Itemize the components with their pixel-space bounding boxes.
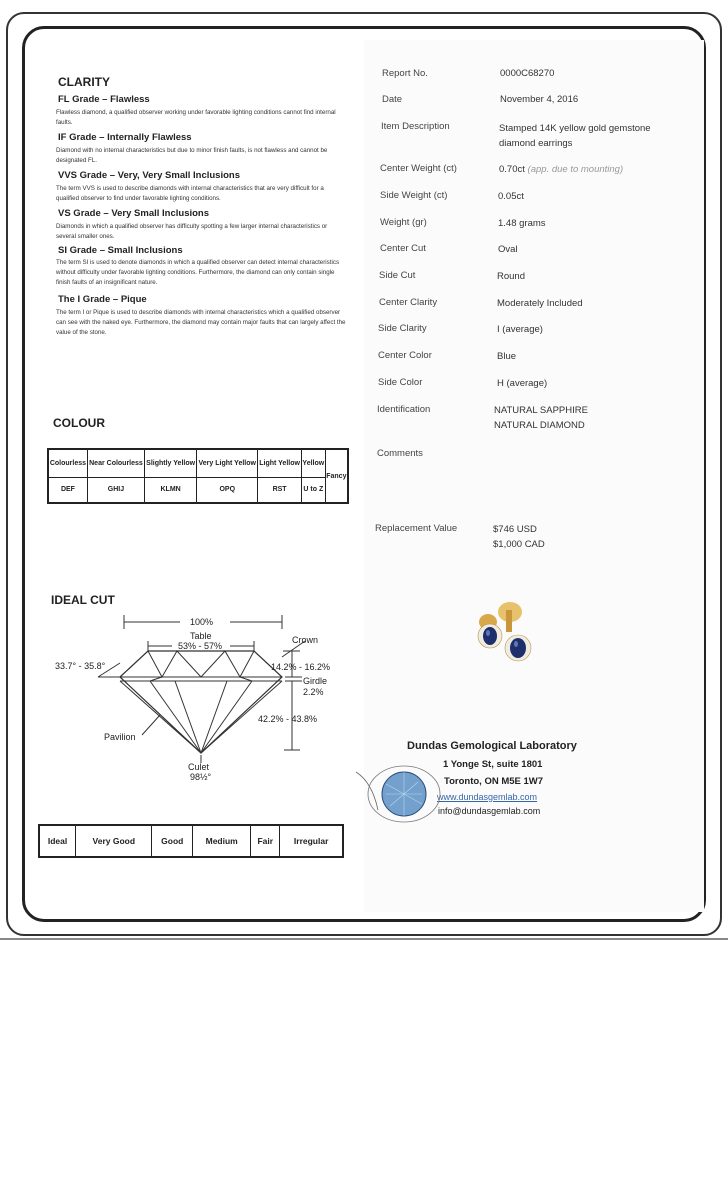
cut-scale-table — [38, 824, 344, 858]
cut-ideal: Ideal — [39, 825, 76, 857]
side-cut-label: Side Cut — [379, 270, 416, 281]
colour-code-rst: RST — [258, 477, 302, 503]
clarity-heading: CLARITY — [58, 75, 110, 89]
lab-email: info@dundasgemlab.com — [438, 806, 541, 816]
item-description-value: Stamped 14K yellow gold gemstone diamond earrings — [499, 123, 651, 149]
colour-code-u-to-z: U to Z — [301, 477, 325, 503]
center-clarity-label: Center Clarity — [379, 297, 438, 308]
cut-irregular: Irregular — [280, 825, 343, 857]
colour-code-klmn: KLMN — [145, 477, 197, 503]
cut-fair: Fair — [251, 825, 280, 857]
center-color-label: Center Color — [378, 350, 432, 361]
lab-name: Dundas Gemological Laboratory — [407, 740, 577, 752]
crown-label: Crown — [292, 635, 319, 645]
girdle-value-label: 2.2% — [303, 687, 324, 697]
grade-si-title: SI Grade – Small Inclusions — [58, 245, 183, 256]
date-label: Date — [382, 94, 403, 105]
cut-medium: Medium — [193, 825, 251, 857]
grade-i-desc: The term I or Pique is used to describe diamonds with internal characteristics which a qualified observer can see with the naked eye. Furthermore, the diamond may contain major faults that can largely affect the value of the stone. — [56, 309, 346, 336]
girdle-label: Girdle — [303, 676, 328, 686]
center-cut-label: Center Cut — [380, 243, 426, 254]
colour-scale-table — [47, 448, 349, 504]
side-cut-value: Round — [497, 271, 525, 282]
grade-vs-title: VS Grade – Very Small Inclusions — [58, 208, 210, 219]
item-description-label: Item Description — [381, 121, 450, 132]
center-weight-note: (app. due to mounting) — [527, 164, 624, 175]
cut-very-good: Very Good — [76, 825, 152, 857]
lab-city: Toronto, ON M5E 1W7 — [444, 776, 544, 787]
identification-label: Identification — [377, 404, 431, 415]
side-clarity-value: I (average) — [497, 324, 543, 335]
colour-header-near-colourless: Near Colourless — [87, 449, 144, 477]
page-bottom-edge — [0, 938, 728, 940]
weight-gr-label: Weight (gr) — [380, 217, 427, 228]
grade-fl-desc: Flawless diamond, a qualified observer working under favorable lighting conditions cannot find internal faults. — [56, 109, 336, 126]
lab-website-text[interactable]: www.dundasgemlab.com — [437, 792, 538, 802]
grade-vvs-desc: The term VVS is used to describe diamonds with internal characteristics that are very difficult for a qualified observer to find under favorable lighting conditions. — [56, 185, 324, 202]
side-clarity-label: Side Clarity — [378, 323, 427, 334]
crown-angle-label: 33.7° - 35.8° — [55, 661, 106, 671]
weight-gr-value: 1.48 grams — [498, 218, 546, 229]
grade-if-title: IF Grade – Internally Flawless — [58, 132, 192, 143]
side-color-label: Side Color — [378, 377, 423, 388]
culet-value-label: 98½° — [190, 772, 212, 782]
grade-if-desc: Diamond with no internal characteristics but due to minor finish faults, is not flawless and cannot be designated FL. — [56, 147, 328, 164]
culet-label: Culet — [188, 762, 210, 772]
colour-header-very-light-yellow: Very Light Yellow — [197, 449, 258, 477]
colour-header-slightly-yellow: Slightly Yellow — [145, 449, 197, 477]
grade-vs-desc: Diamonds in which a qualified observer has difficulty spotting a few larger internal characteristics or several smaller ones. — [56, 223, 328, 240]
grade-fl-title: FL Grade – Flawless — [58, 94, 150, 105]
hologram-seal-icon — [352, 760, 442, 830]
colour-heading: COLOUR — [53, 416, 105, 430]
center-clarity-value: Moderately Included — [497, 298, 583, 309]
colour-code-opq: OPQ — [197, 477, 258, 503]
grade-si-desc: The term SI is used to denote diamonds in which a qualified observer can detect internal characteristics without difficulty under favorable lighting conditions. Furthermore, the diamond can only contain single finish faults of an insignificant nature. — [56, 259, 340, 286]
center-weight-field — [499, 162, 623, 177]
cut-good: Good — [152, 825, 193, 857]
replacement-value-label: Replacement Value — [375, 523, 458, 534]
total-width-label: 100% — [190, 617, 214, 627]
lab-street: 1 Yonge St, suite 1801 — [443, 759, 543, 770]
report-no-label: Report No. — [382, 68, 428, 79]
side-color-value: H (average) — [497, 378, 548, 389]
colour-header-light-yellow: Light Yellow — [258, 449, 302, 477]
earrings-photo — [466, 596, 556, 676]
pavilion-depth-label: 42.2% - 43.8% — [258, 714, 318, 724]
replacement-cad-value: $1,000 CAD — [493, 539, 545, 550]
lab-website-link[interactable] — [437, 792, 537, 802]
center-weight-label: Center Weight (ct) — [380, 163, 457, 174]
grade-i-title: The I Grade – Pique — [58, 294, 147, 305]
crown-height-label: 14.2% - 16.2% — [271, 662, 331, 672]
table-range-label: 53% - 57% — [178, 641, 223, 651]
grade-vvs-title: VVS Grade – Very, Very Small Inclusions — [58, 170, 240, 181]
identification-value-1: NATURAL SAPPHIRE — [494, 405, 588, 416]
date-value: November 4, 2016 — [500, 94, 579, 105]
colour-header-yellow: Yellow — [301, 449, 325, 477]
colour-header-colourless: Colourless — [48, 449, 87, 477]
replacement-usd-value: $746 USD — [493, 524, 537, 535]
colour-header-fancy: Fancy — [325, 449, 348, 503]
center-weight-value: 0.70ct — [499, 164, 525, 175]
ideal-cut-heading: IDEAL CUT — [51, 593, 115, 607]
side-weight-label: Side Weight (ct) — [380, 190, 448, 201]
report-no-value: 0000C68270 — [500, 68, 555, 79]
center-color-value: Blue — [497, 351, 517, 362]
colour-code-def: DEF — [48, 477, 87, 503]
table-label: Table — [190, 631, 212, 641]
center-cut-value: Oval — [498, 244, 518, 255]
colour-code-ghij: GHIJ — [87, 477, 144, 503]
side-weight-value: 0.05ct — [498, 191, 524, 202]
comments-label: Comments — [377, 448, 423, 459]
identification-value-2: NATURAL DIAMOND — [494, 420, 585, 431]
pavilion-label: Pavilion — [104, 732, 136, 742]
